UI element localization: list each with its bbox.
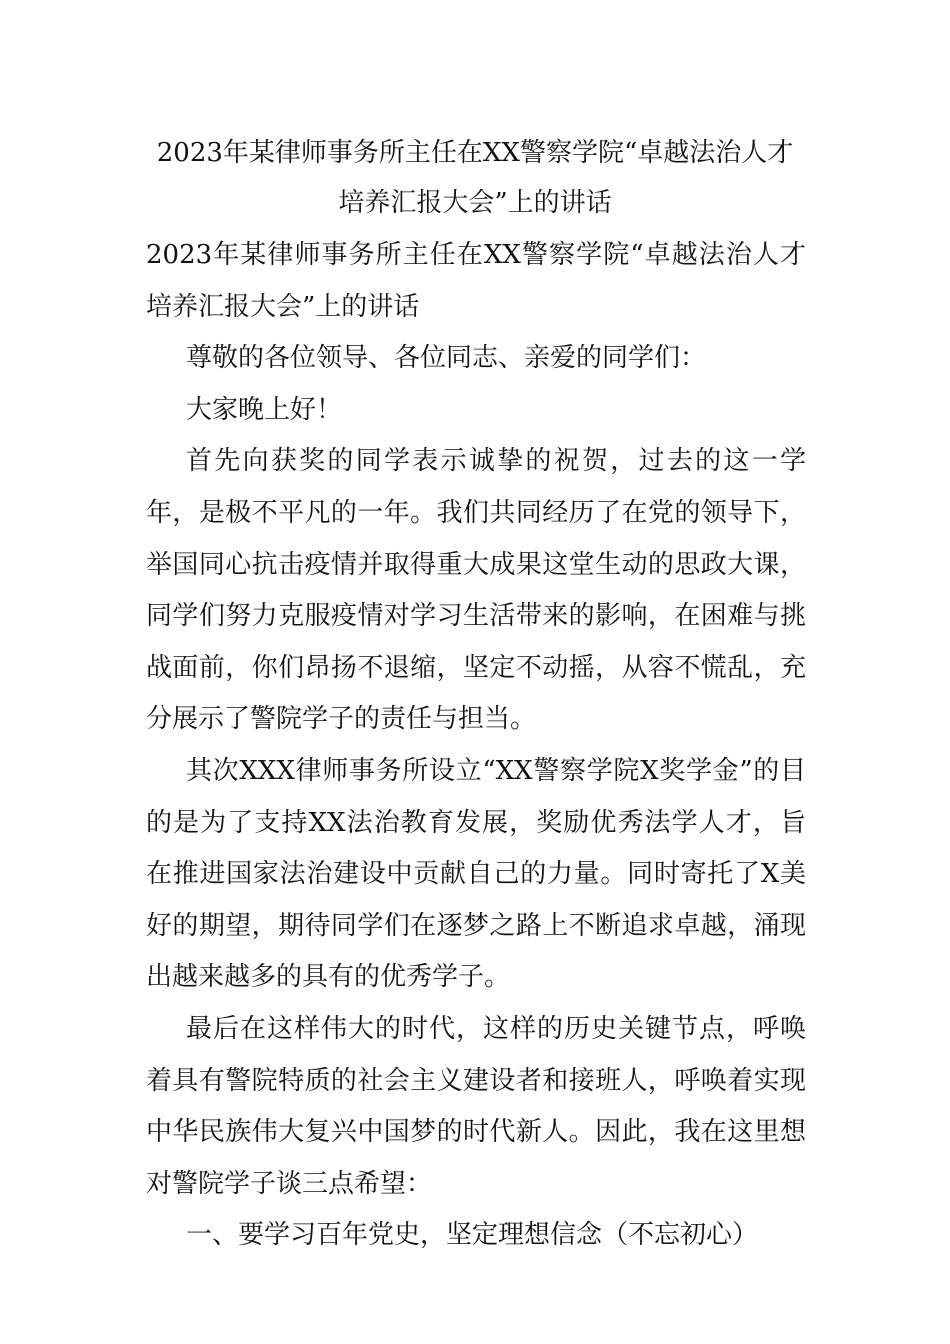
- document-body: [146, 230, 806, 1262]
- body-paragraph-scholarship: 其次XXX律师事务所设立“XX警察学院X奖学金”的目的是为了支持XX法治教育发展，奖励优秀法学人才，旨在推进国家法治建设中贡献自己的力量。同时寄托了X美好的期望，期待同学们在逐梦之路上不断追求卓越，涌现出越来越多的具有的优秀学子。: [146, 755, 806, 993]
- body-paragraph-congratulations: 首先向获奖的同学表示诚挚的祝贺，过去的这一学年，是极不平凡的一年。我们共同经历了在党的领导下，举国同心抗击疫情并取得重大成果这堂生动的思政大课，同学们努力克服疫情对学习生活带来的影响，在困难与挑战面前，你们昂扬不退缩，坚定不动摇，从容不慌乱，充分展示了警院学子的责任与担当。: [146, 446, 806, 735]
- body-paragraph-hopes: 最后在这样伟大的时代，这样的历史关键节点，呼唤着具有警院特质的社会主义建设者和接班人，呼唤着实现中华民族伟大复兴中国梦的时代新人。因此，我在这里想对警院学子谈三点希望：: [146, 1013, 806, 1199]
- repeated-title-paragraph: 2023年某律师事务所主任在XX警察学院“卓越法治人才培养汇报大会”上的讲话: [146, 240, 806, 322]
- greeting-paragraph: 大家晚上好！: [186, 394, 343, 425]
- title-line-1: 2023年某律师事务所主任在XX警察学院“卓越法治人才: [156, 138, 794, 168]
- section-heading-1: 一、要学习百年党史，坚定理想信念（不忘初心）: [186, 1220, 759, 1251]
- title-line-2: 培养汇报大会”上的讲话: [338, 188, 612, 218]
- salutation-paragraph: 尊敬的各位领导、各位同志、亲爱的同学们：: [186, 343, 707, 374]
- document-title: [130, 128, 820, 228]
